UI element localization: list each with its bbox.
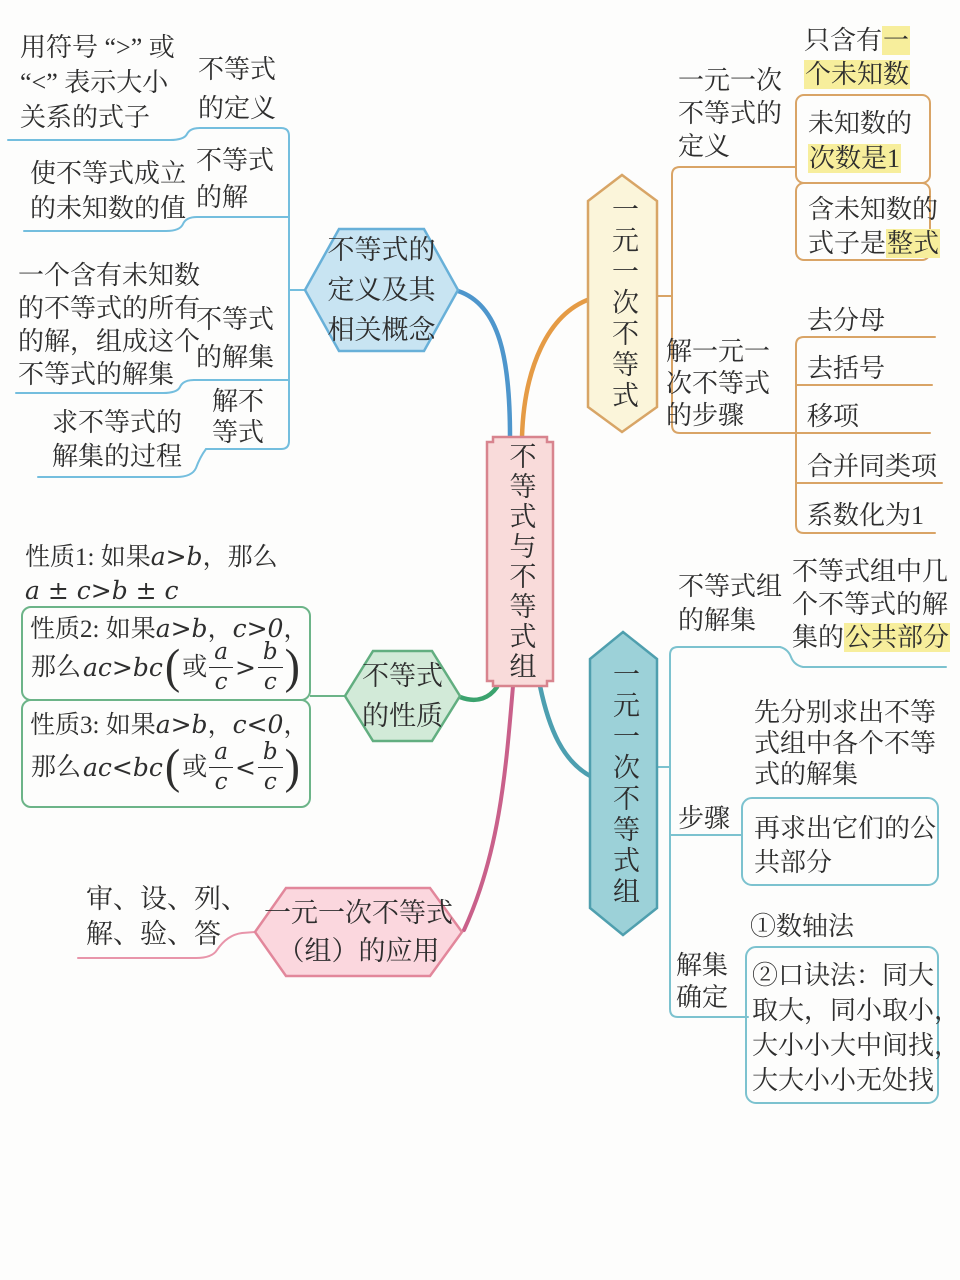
connector-linear-branch bbox=[522, 299, 590, 437]
node-system-steps-label: 步骤 bbox=[678, 804, 731, 833]
system-banner-label: 一元一次不等式组 bbox=[609, 659, 639, 908]
connector-definition-branch bbox=[458, 291, 510, 437]
fraction-a-over-c: $\frac{a}{c}$ bbox=[209, 641, 233, 694]
connector-application-branch bbox=[464, 686, 513, 930]
node-def-solution-detail: 使不等式成立 的未知数的值 bbox=[30, 159, 187, 223]
fraction-a-over-c: $\frac{a}{c}$ bbox=[209, 741, 233, 794]
node-system-determine-label: 解集 确定 bbox=[676, 951, 729, 1012]
connector-properties-branch bbox=[460, 687, 497, 700]
fraction-b-over-c: $\frac{b}{c}$ bbox=[258, 741, 283, 794]
left-paren: ( bbox=[164, 739, 181, 794]
node-property-3-line1: 性质3: 如果a>b，c<0， bbox=[30, 710, 309, 739]
node-linear-def-leaf-3: 含未知数的 式子是整式 bbox=[808, 195, 940, 258]
node-method-numberline: ①数轴法 bbox=[750, 912, 855, 941]
node-system-step-a: 先分别求出不等 式组中各个不等 式的解集 bbox=[754, 698, 937, 789]
center-topic bbox=[487, 437, 553, 686]
node-system-step-b: 再求出它们的公 共部分 bbox=[754, 814, 937, 877]
right-paren: ) bbox=[284, 739, 300, 794]
node-method-mnemonic: ②口诀法：同大 取大，同小取小， 大小小大中间找， 大大小小无处找 bbox=[752, 961, 960, 1095]
node-def-definition-label: 不等式 的定义 bbox=[198, 55, 277, 123]
node-def-solving-label: 解不 等式 bbox=[212, 387, 265, 447]
highlight: 整式 bbox=[887, 229, 940, 258]
highlight: 次数是1 bbox=[809, 144, 901, 173]
node-system-solutionset-detail: 不等式组中几 个不等式的解 集的公共部分 bbox=[792, 557, 950, 652]
node-step-1: 去分母 bbox=[807, 306, 886, 335]
node-definition-concepts: 不等式的 定义及其 相关概念 bbox=[327, 235, 436, 345]
node-linear-def-leaf-2: 未知数的 次数是1 bbox=[808, 109, 913, 173]
node-application: 一元一次不等式 （组）的应用 bbox=[264, 898, 453, 966]
node-step-2: 去括号 bbox=[807, 354, 886, 383]
node-linear-def-leaf-1: 只含有一 个未知数 bbox=[804, 26, 910, 89]
left-paren: ( bbox=[164, 639, 181, 694]
node-property-2-line2: 那么 ac>bc ( 或 $\frac{a}{c}$ > $\frac{b}{c}$ ) bbox=[31, 638, 300, 695]
node-property-1: 性质1: 如果a>b，那么 a ± c>b ± c bbox=[25, 542, 278, 605]
node-def-solving-detail: 求不等式的 解集的过程 bbox=[52, 408, 183, 471]
center-topic-label: 不等式与不等式组 bbox=[505, 441, 536, 682]
node-system-solutionset-label: 不等式组 的解集 bbox=[678, 572, 783, 635]
node-step-3: 移项 bbox=[807, 402, 860, 431]
node-def-solutionset-label: 不等式 的解集 bbox=[196, 305, 275, 372]
connector-system-branch bbox=[540, 686, 592, 777]
node-step-5: 系数化为1 bbox=[807, 501, 925, 530]
highlight: 公共部分 bbox=[845, 623, 950, 652]
right-paren: ) bbox=[284, 639, 300, 694]
node-step-4: 合并同类项 bbox=[807, 452, 938, 481]
node-properties: 不等式 的性质 bbox=[362, 661, 443, 731]
linear-banner-label: 一元一次不等式 bbox=[608, 195, 638, 412]
node-def-solution-label: 不等式 的解 bbox=[196, 146, 275, 212]
node-linear-steps-label: 解一元一 次不等式 的步骤 bbox=[666, 337, 771, 430]
node-application-detail: 审、设、列、 解、验、答 bbox=[86, 884, 248, 949]
node-def-definition-detail: 用符号 “>” 或 “<” 表示大小 关系的式子 bbox=[20, 33, 175, 132]
node-property-3-line2: 那么 ac<bc ( 或 $\frac{a}{c}$ < $\frac{b}{c}$ ) bbox=[31, 738, 300, 795]
highlight: 一 bbox=[883, 26, 910, 55]
node-def-solutionset-detail: 一个含有未知数 的不等式的所有 的解，组成这个 不等式的解集 bbox=[18, 261, 201, 389]
node-property-2-line1: 性质2: 如果a>b，c>0， bbox=[30, 614, 309, 643]
fraction-b-over-c: $\frac{b}{c}$ bbox=[258, 641, 283, 694]
highlight: 个未知数 bbox=[805, 60, 910, 89]
node-linear-inequality bbox=[588, 175, 657, 432]
node-linear-definition-label: 一元一次 不等式的 定义 bbox=[678, 66, 783, 161]
node-linear-system bbox=[590, 632, 657, 935]
